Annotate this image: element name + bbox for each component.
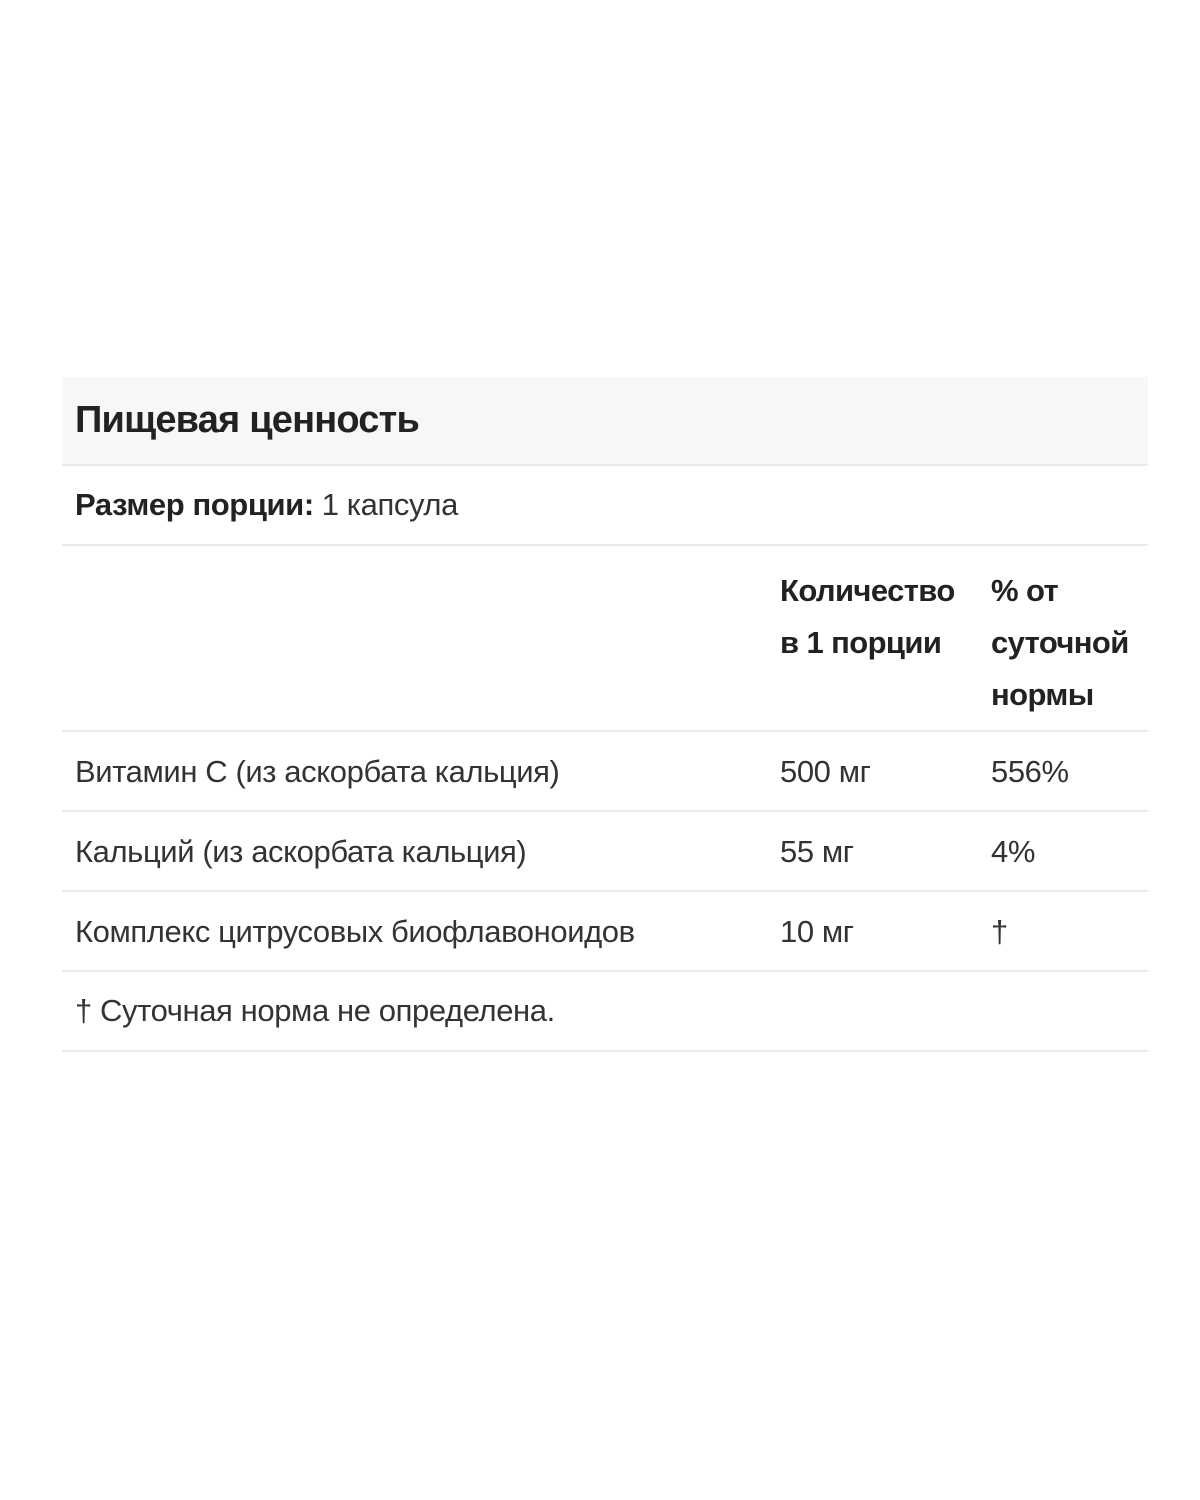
nutrition-title-bar	[62, 377, 1148, 466]
nutrient-row	[62, 812, 1148, 892]
amount-header-line: в 1 порции	[780, 625, 942, 660]
nutrient-name: Комплекс цитрусовых биофлавоноидов	[75, 914, 635, 949]
serving-size-value: 1 капсула	[321, 487, 458, 522]
page-title: Пищевая ценность	[75, 399, 420, 441]
nutrition-facts-panel	[62, 377, 1148, 1052]
nutrient-amount: 500 мг	[780, 754, 871, 789]
daily-value-column-header	[991, 565, 1148, 721]
daily-value-header-line: нормы	[991, 677, 1094, 712]
column-header-row	[62, 546, 1148, 732]
nutrient-name: Кальций (из аскорбата кальция)	[75, 834, 527, 869]
nutrient-daily-value: 4%	[991, 834, 1036, 869]
nutrient-row	[62, 892, 1148, 972]
nutrient-row	[62, 732, 1148, 812]
amount-column-header	[780, 565, 980, 669]
footnote: † Суточная норма не определена.	[62, 972, 1148, 1052]
nutrient-daily-value: †	[991, 914, 1008, 949]
daily-value-header-line: суточной	[991, 625, 1129, 660]
serving-size-row	[62, 466, 1148, 546]
serving-size-label: Размер порции:	[75, 487, 314, 522]
daily-value-header-line: % от	[991, 573, 1059, 608]
nutrient-amount: 55 мг	[780, 834, 854, 869]
nutrient-daily-value: 556%	[991, 754, 1069, 789]
nutrient-amount: 10 мг	[780, 914, 854, 949]
amount-header-line: Количество	[780, 573, 955, 608]
nutrient-name: Витамин С (из аскорбата кальция)	[75, 754, 560, 789]
